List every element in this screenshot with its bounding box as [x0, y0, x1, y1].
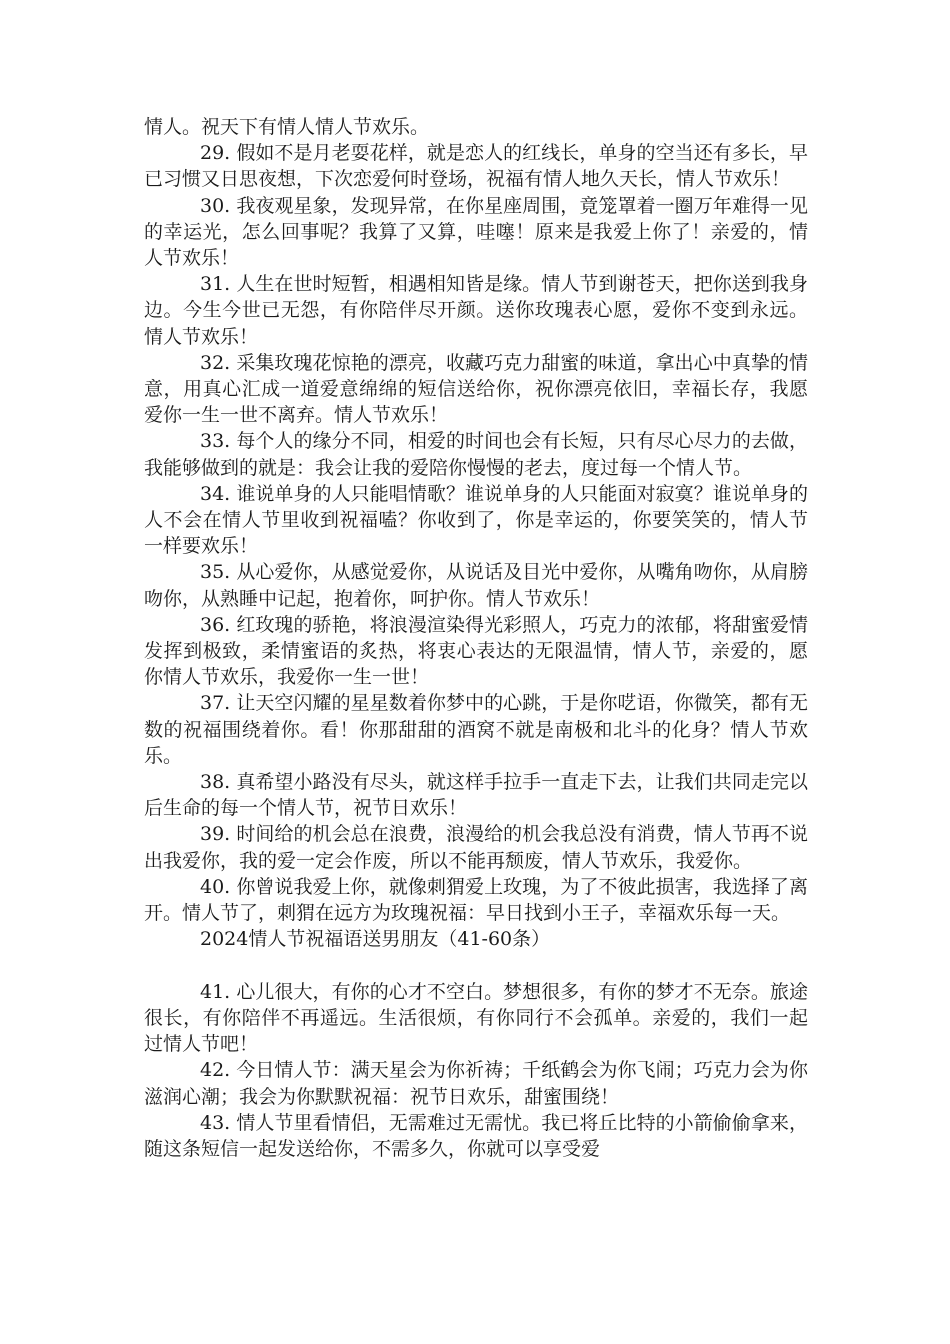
- paragraph-item-36: 36. 红玫瑰的骄艳，将浪漫渲染得光彩照人，巧克力的浓郁，将甜蜜爱情发挥到极致，柔情蜜语的炙热，将衷心表达的无限温情，情人节，亲爱的，愿你情人节欢乐，我爱你一生一世！: [144, 613, 808, 689]
- paragraph-item-35: 35. 从心爱你，从感觉爱你，从说话及目光中爱你，从嘴角吻你，从肩膀吻你，从熟睡中记起，抱着你，呵护你。情人节欢乐！: [144, 561, 808, 610]
- paragraph-item-41: 41. 心儿很大，有你的心才不空白。梦想很多，有你的梦才不无奈。旅途很长，有你陪伴不再遥远。生活很烦，有你同行不会孤单。亲爱的，我们一起过情人节吧！: [144, 980, 808, 1056]
- paragraph-item-30: 30. 我夜观星象，发现异常，在你星座周围，竟笼罩着一圈万年难得一见的幸运光，怎么回事呢？我算了又算，哇噻！原来是我爱上你了！亲爱的，情人节欢乐！: [144, 194, 808, 270]
- paragraph-item-40: 40. 你曾说我爱上你，就像刺猬爱上玫瑰，为了不彼此损害，我选择了离开。情人节了，刺猬在远方为玫瑰祝福：早日找到小王子，幸福欢乐每一天。: [144, 875, 808, 925]
- paragraph-item-31: 31. 人生在世时短暂，相遇相知皆是缘。情人节到谢苍天，把你送到我身边。今生今世已无怨，有你陪伴尽开颜。送你玫瑰表心愿，爱你不变到永远。情人节欢乐！: [144, 273, 808, 348]
- document-page: [144, 114, 808, 1162]
- paragraph-item-38: 38. 真希望小路没有尽头，就这样手拉手一直走下去，让我们共同走完以后生命的每一个情人节，祝节日欢乐！: [144, 771, 808, 820]
- paragraph-item-32: 32. 采集玫瑰花惊艳的漂亮，收藏巧克力甜蜜的味道，拿出心中真挚的情意，用真心汇成一道爱意绵绵的短信送给你，祝你漂亮依旧，幸福长存，我愿爱你一生一世不离弃。情人节欢乐！: [144, 351, 808, 427]
- paragraph-item-34: 34. 谁说单身的人只能唱情歌？谁说单身的人只能面对寂寞？谁说单身的人不会在情人节里收到祝福嗑？你收到了，你是幸运的，你要笑笑的，情人节一样要欢乐！: [144, 482, 808, 558]
- blank-line: [144, 953, 808, 979]
- paragraph-continuation: 情人。祝天下有情人情人节欢乐。: [144, 116, 430, 138]
- paragraph-item-42: 42. 今日情人节：满天星会为你祈祷；千纸鹤会为你飞闹；巧克力会为你滋润心潮；我会为你默默祝福：祝节日欢乐，甜蜜围绕！: [144, 1059, 808, 1108]
- section-heading: 2024情人节祝福语送男朋友（41-60条）: [200, 928, 551, 951]
- paragraph-item-43: 43. 情人节里看情侣，无需难过无需忧。我已将丘比特的小箭偷偷拿来，随这条短信一起发送给你，不需多久，你就可以享受爱: [144, 1111, 808, 1160]
- paragraph-item-37: 37. 让天空闪耀的星星数着你梦中的心跳，于是你呓语，你微笑，都有无数的祝福围绕着你。看！你那甜甜的酒窝不就是南极和北斗的化身？情人节欢乐。: [144, 692, 808, 767]
- paragraph-item-33: 33. 每个人的缘分不同，相爱的时间也会有长短，只有尽心尽力的去做，我能够做到的就是：我会让我的爱陪你慢慢的老去，度过每一个情人节。: [144, 430, 808, 479]
- paragraph-item-29: 29. 假如不是月老耍花样，就是恋人的红线长，单身的空当还有多长，早已习惯又日思夜想，下次恋爱何时登场，祝福有情人地久天长，情人节欢乐！: [144, 142, 808, 191]
- paragraph-item-39: 39. 时间给的机会总在浪费，浪漫给的机会我总没有消费，情人节再不说出我爱你，我的爱一定会作废，所以不能再颓废，情人节欢乐，我爱你。: [144, 823, 808, 872]
